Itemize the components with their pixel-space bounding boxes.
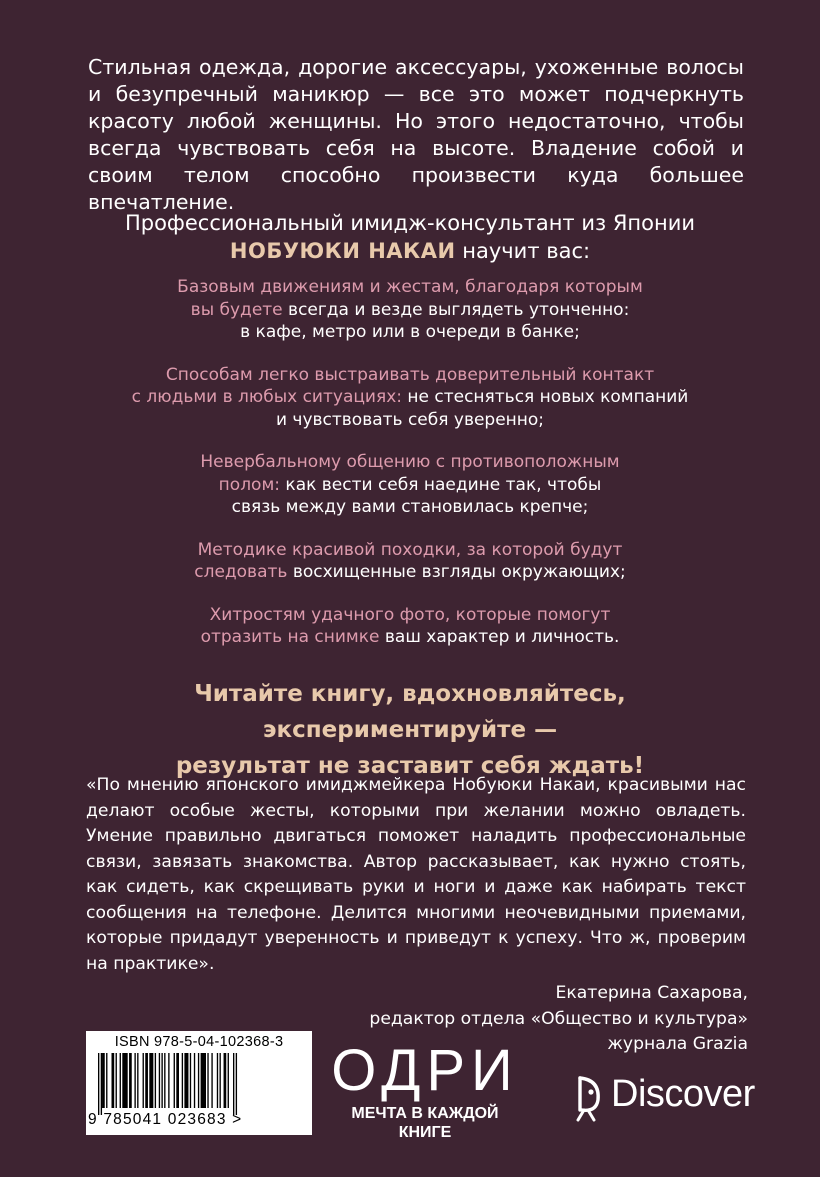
benefit-text: и чувствовать себя уверенно; — [275, 409, 545, 430]
barcode-bar — [98, 1053, 99, 1115]
barcode-bar — [174, 1053, 175, 1108]
barcode-bar — [236, 1053, 237, 1115]
benefit-highlight: Способам легко выстраивать доверительный контакт — [165, 364, 655, 385]
subtitle-line2 — [60, 237, 760, 265]
benefit-item — [120, 539, 700, 584]
barcode-bar — [168, 1053, 169, 1108]
barcode-bar — [116, 1053, 117, 1108]
barcode-bar — [159, 1053, 160, 1108]
barcode-bars — [98, 1053, 302, 1115]
barcode-bar — [190, 1053, 191, 1108]
barcode-bar — [122, 1053, 127, 1108]
cta-line1: Читайте книгу, вдохновляйтесь, экспериментируйте — — [194, 681, 626, 743]
benefit-item — [120, 451, 700, 519]
barcode-bar — [164, 1053, 165, 1108]
benefit-text: ваш характер и личность. — [379, 627, 620, 647]
barcode-bar — [134, 1053, 135, 1108]
barcode-bar — [217, 1053, 218, 1108]
intro-paragraph: Стильная одежда, дорогие аксессуары, ухоженные волосы и безупречный маникюр — все это может подчеркнуть красоту любой женщины. Но этого недостаточно, чтобы всегда чувствовать себя на высоте. Владение собой и своим телом способно произвести куда большее впечатление. — [88, 55, 744, 214]
barcode-bar — [184, 1053, 188, 1108]
barcode-bar — [233, 1053, 234, 1115]
benefits-list — [120, 276, 700, 669]
barcode-bar — [198, 1053, 199, 1108]
barcode-bar — [207, 1053, 208, 1108]
barcode-bar — [182, 1053, 183, 1108]
benefit-item — [120, 276, 700, 344]
barcode-bar — [106, 1053, 107, 1108]
isbn-label: ISBN 978-5-04-102368-3 — [114, 1034, 284, 1050]
subtitle — [60, 209, 760, 265]
barcode-bar — [194, 1053, 195, 1108]
call-to-action — [60, 676, 760, 784]
benefit-text: не стесняться новых компаний — [402, 387, 689, 407]
benefit-highlight: Хитростям удачного фото, которые помогут — [209, 604, 611, 625]
barcode-bar — [228, 1053, 229, 1108]
reviewer-outlet: журнала Grazia — [607, 1034, 748, 1054]
benefit-text: восхищенные взгляды окружающих; — [287, 562, 626, 582]
benefit-highlight: Базовым движениям и жестам, благодаря которым — [177, 277, 643, 297]
benefit-highlight: отразить на снимке — [200, 627, 380, 647]
barcode-bar — [143, 1053, 144, 1108]
benefit-text: связь между вами становилась крепче; — [231, 497, 589, 517]
barcode-bar — [120, 1053, 121, 1108]
author-name: НОБУЮКИ НАКАИ — [229, 239, 456, 263]
odri-slogan-line2: КНИГЕ — [398, 1124, 452, 1141]
barcode-bar — [176, 1053, 179, 1108]
barcode-bar — [101, 1053, 102, 1115]
benefit-text: в кафе, метро или в очереди в банке; — [240, 322, 580, 342]
benefit-item — [120, 364, 700, 432]
barcode-bar — [149, 1053, 153, 1108]
barcode-bar — [224, 1053, 227, 1108]
benefit-highlight: с людьми в любых ситуациях: — [131, 387, 402, 407]
discover-logo — [574, 1064, 755, 1124]
barcode-bar — [145, 1053, 148, 1108]
review-quote: «По мнению японского имиджмейкера Нобуюки Накаи, красивыми нас делают особые жесты, которыми при желании можно овладеть. Умение правильно двигаться поможет наладить профессиональные связи, завязать знакомства. Автор рассказывает, как нужно стоять, как сидеть, как скрещивать руки и ноги и даже как набирать текст сообщения на телефоне. Делится многими неочевидными приемами, которые придадут уверенность и приведут к успеху. Что ж, проверим на практике». — [86, 775, 746, 974]
barcode-bar — [211, 1053, 212, 1108]
barcode-bar — [220, 1053, 221, 1108]
barcode-bar — [161, 1053, 162, 1108]
odri-logo — [330, 1038, 520, 1142]
benefit-highlight: вы будете — [190, 299, 283, 320]
benefit-item — [120, 604, 700, 649]
barcode-bar — [112, 1053, 115, 1108]
benefit-text: всегда и везде выглядеть утонченно: — [282, 299, 630, 320]
reviewer-role: редактор отдела «Общество и культура» — [369, 1008, 748, 1029]
benefit-highlight: Методике красивой походки, за которой будут — [197, 539, 623, 560]
ean-digits: 9 785041 023683 > — [88, 1111, 243, 1128]
discover-person-icon — [574, 1066, 610, 1122]
barcode-bar — [102, 1053, 105, 1108]
barcode-bar — [137, 1053, 138, 1108]
barcode-bar — [155, 1053, 156, 1108]
odri-wordmark: ОДРИ — [331, 1038, 519, 1103]
subtitle-line2-rest: научит вас: — [455, 239, 591, 263]
barcode-bar — [129, 1053, 132, 1108]
barcode-bar — [201, 1053, 206, 1108]
reviewer-name: Екатерина Сахарова, — [555, 983, 748, 1003]
benefit-text: как вести себя наедине так, чтобы — [280, 474, 602, 495]
cta-line2: результат не заставит себя ждать! — [175, 753, 645, 779]
subtitle-line1: Профессиональный имидж-консультант из Японии — [124, 211, 696, 235]
discover-wordmark: Discover — [611, 1072, 755, 1115]
benefit-highlight: Невербальному общению с противоположным — [200, 452, 620, 472]
benefit-highlight: следовать — [194, 562, 288, 582]
odri-slogan — [330, 1104, 520, 1142]
isbn-barcode — [86, 1031, 312, 1135]
benefit-highlight: полом: — [218, 474, 281, 495]
odri-slogan-line1: МЕЧТА В КАЖДОЙ — [351, 1105, 499, 1122]
